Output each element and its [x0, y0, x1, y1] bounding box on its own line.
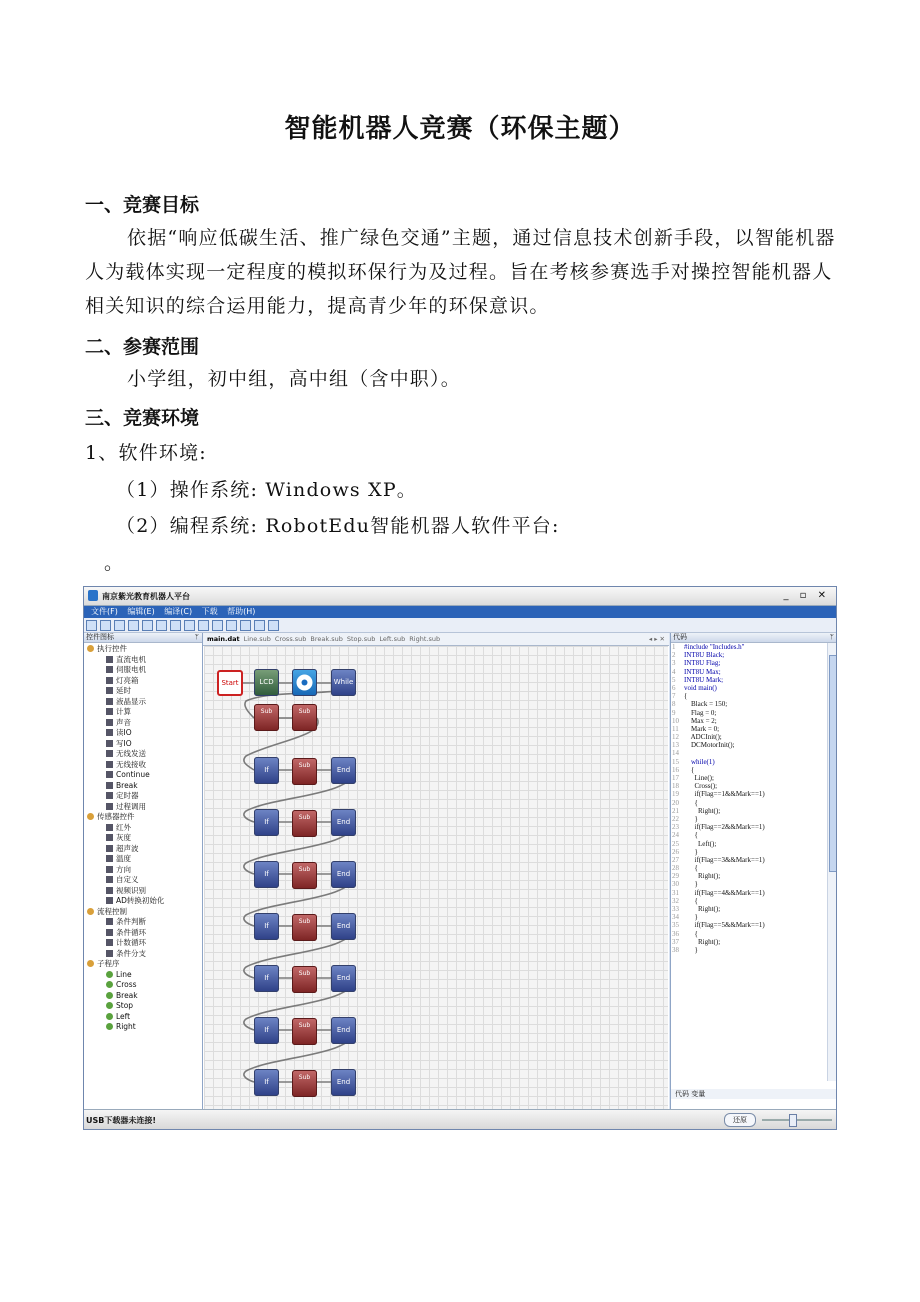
save-icon[interactable]	[114, 620, 125, 631]
code-line: 26 }	[672, 847, 698, 856]
tree-item-label: Cross	[116, 980, 137, 989]
control-icon	[106, 1002, 113, 1009]
tree-item-label: 红外	[116, 822, 131, 832]
control-icon	[106, 782, 113, 789]
restore-button[interactable]: 还原	[724, 1113, 756, 1127]
control-icon	[106, 656, 113, 663]
file-tabs	[203, 633, 669, 646]
file-tab[interactable]: main.dat	[207, 635, 240, 643]
tree-item-label: 灰度	[116, 833, 131, 842]
tree-item[interactable]	[84, 949, 202, 960]
tree-item-label: Stop	[116, 1001, 134, 1010]
tree-item[interactable]	[84, 917, 202, 928]
tree-item-label: 灯亮箱	[116, 675, 139, 685]
code-line: 16 {	[672, 765, 695, 774]
control-icon	[106, 939, 113, 946]
code-scrollbar[interactable]	[827, 643, 837, 1081]
code-line: 38 }	[672, 945, 698, 954]
control-icon	[106, 740, 113, 747]
code-line: 12 ADCInit();	[672, 733, 722, 742]
code-line: 36 {	[672, 929, 698, 938]
tree-item-label: 超声波	[116, 843, 139, 853]
control-icon	[106, 929, 113, 936]
control-icon	[106, 824, 113, 831]
code-line: 15 while(1)	[672, 757, 715, 766]
os-line: （1）操作系统: Windows XP。	[116, 479, 418, 501]
code-line: 35 if(Flag==5&&Mark==1)	[672, 921, 765, 930]
section-heading-scope: 二、参赛范围	[85, 336, 200, 358]
control-icon	[106, 834, 113, 841]
code-line: 11 Mark = 0;	[672, 724, 720, 733]
code-line: 13 DCMotorInit();	[672, 741, 735, 750]
code-line: 20 {	[672, 798, 698, 807]
end-block[interactable]: End	[331, 861, 356, 888]
control-icon	[106, 729, 113, 736]
code-line: 1 #include "Includes.h"	[672, 643, 745, 651]
sub-block[interactable]: Sub	[292, 966, 317, 993]
control-tree	[84, 643, 202, 1033]
document-title: 智能机器人竞赛（环保主题）	[284, 114, 636, 144]
control-icon	[106, 666, 113, 673]
code-view[interactable]	[671, 643, 827, 1081]
tree-item-label: AD转换初始化	[116, 896, 165, 905]
sub-block[interactable]: Sub	[292, 810, 317, 837]
menu-edit[interactable]: 编辑(E)	[127, 607, 155, 616]
left-pane-header: 控件图标 ᛘ	[84, 633, 202, 643]
if-block[interactable]: If	[254, 757, 279, 784]
tree-item-label: Break	[116, 780, 138, 790]
tree-item[interactable]	[84, 991, 202, 1002]
tree-item[interactable]	[84, 1001, 202, 1012]
folder-icon	[87, 908, 94, 915]
folder-icon	[87, 645, 94, 652]
control-icon	[106, 761, 113, 768]
control-icon	[106, 876, 113, 883]
if-block[interactable]: If	[254, 1017, 279, 1044]
control-icon	[106, 687, 113, 694]
sub-block[interactable]: Sub	[292, 862, 317, 889]
code-pane	[670, 633, 837, 1109]
file-tab[interactable]: Left.sub	[379, 635, 406, 643]
control-icon	[106, 918, 113, 925]
code-line: 21 Right();	[672, 806, 721, 815]
pin-icon[interactable]: ᛘ	[829, 633, 834, 641]
tree-item-label: 条件判断	[116, 917, 146, 926]
code-line: 10 Max = 2;	[672, 716, 717, 725]
section-scope-text: 小学组，初中组，高中组（含中职）。	[127, 368, 461, 390]
tree-item[interactable]	[84, 886, 202, 897]
code-line: 3 INT8U Flag;	[672, 659, 721, 668]
tree-item[interactable]	[84, 970, 202, 981]
tree-item[interactable]	[84, 676, 202, 687]
tree-item[interactable]	[84, 781, 202, 792]
control-icon	[106, 855, 113, 862]
control-icon	[106, 708, 113, 715]
code-line: 19 if(Flag==1&&Mark==1)	[672, 790, 765, 799]
build-icon[interactable]	[212, 620, 223, 631]
code-line: 30 }	[672, 880, 698, 889]
control-icon	[106, 1023, 113, 1030]
code-tabs[interactable]: 代码 变量	[671, 1089, 837, 1099]
control-icon-pane	[84, 633, 203, 1109]
tree-item-label: 直流电机	[116, 654, 146, 664]
tree-item[interactable]	[84, 1022, 202, 1033]
tree-group[interactable]	[84, 644, 202, 655]
code-line: 7 {	[672, 692, 688, 701]
code-pane-header: 代码 ᛘ	[671, 633, 837, 643]
code-line: 27 if(Flag==3&&Mark==1)	[672, 855, 765, 864]
control-icon	[106, 771, 113, 778]
tree-item[interactable]	[84, 833, 202, 844]
tree-item[interactable]	[84, 865, 202, 876]
code-line: 29 Right();	[672, 872, 721, 881]
code-line: 33 Right();	[672, 905, 721, 913]
control-icon	[106, 981, 113, 988]
code-line: 22 }	[672, 814, 698, 823]
tree-item[interactable]	[84, 823, 202, 834]
sub-block[interactable]: Sub	[292, 914, 317, 941]
tree-item-label: 传感器控件	[97, 812, 135, 821]
download-icon[interactable]	[226, 620, 237, 631]
end-block[interactable]: End	[331, 757, 356, 784]
software-screenshot	[83, 586, 837, 1130]
control-icon	[106, 698, 113, 705]
pin-icon[interactable]: ᛘ	[194, 633, 199, 641]
sub-block[interactable]: Sub	[292, 704, 317, 731]
control-icon	[106, 897, 113, 904]
tree-item-label: Continue	[116, 770, 150, 779]
section-heading-environment: 三、竞赛环境	[85, 407, 200, 429]
code-line: 9 Flag = 0;	[672, 708, 717, 717]
code-line: 23 if(Flag==2&&Mark==1)	[672, 823, 765, 832]
save-all-icon[interactable]	[128, 620, 139, 631]
end-block[interactable]: End	[331, 809, 356, 836]
tree-group[interactable]	[84, 959, 202, 970]
settings-icon[interactable]	[254, 620, 265, 631]
code-line: 24 {	[672, 831, 698, 840]
tree-item[interactable]	[84, 928, 202, 939]
code-line: 25 Left();	[672, 839, 717, 848]
control-icon	[106, 1013, 113, 1020]
tree-item-label: 液晶显示	[116, 696, 146, 706]
control-icon	[106, 992, 113, 999]
tree-item-label: 执行控件	[97, 644, 127, 653]
end-block[interactable]: End	[331, 1017, 356, 1044]
code-line: 8 Black = 150;	[672, 700, 728, 709]
tree-item-label: 伺服电机	[116, 665, 146, 674]
tree-item[interactable]	[84, 854, 202, 865]
flow-grid[interactable]	[204, 646, 668, 1109]
file-tab[interactable]: Right.sub	[409, 635, 441, 643]
tree-item-label: 计算	[116, 707, 131, 716]
tree-item-label: Left	[116, 1011, 131, 1021]
control-icon	[106, 845, 113, 852]
if-block[interactable]: If	[254, 965, 279, 992]
delete-icon[interactable]	[184, 620, 195, 631]
code-line: 17 Line();	[672, 774, 714, 782]
tree-group[interactable]	[84, 812, 202, 823]
window-controls[interactable]: _ ▫ ✕	[783, 590, 830, 601]
code-line: 18 Cross();	[672, 782, 718, 791]
menu-download[interactable]: 下载	[201, 607, 218, 616]
code-line: 4 INT8U Max;	[672, 667, 721, 676]
tree-item[interactable]	[84, 791, 202, 802]
control-icon	[106, 887, 113, 894]
window-title: 南京紫光教育机器人平台	[102, 592, 190, 601]
tree-item-label: Right	[116, 1022, 136, 1031]
folder-icon	[87, 813, 94, 820]
tree-item-label: 过程调用	[116, 801, 146, 811]
tree-item[interactable]	[84, 875, 202, 886]
control-icon	[106, 792, 113, 799]
if-block[interactable]: If	[254, 861, 279, 888]
sub-block[interactable]: Sub	[292, 758, 317, 785]
control-icon	[106, 803, 113, 810]
toolbar	[84, 618, 836, 633]
code-line: 34 }	[672, 913, 698, 922]
tree-item[interactable]	[84, 728, 202, 739]
gear-icon	[292, 669, 317, 696]
programming-system-line: （2）编程系统: RobotEdu智能机器人软件平台:	[116, 515, 560, 537]
tree-item-label: 条件循环	[116, 927, 146, 937]
zoom-slider-knob[interactable]	[789, 1114, 797, 1127]
file-tab[interactable]: Line.sub	[243, 635, 271, 643]
end-block[interactable]: End	[331, 965, 356, 992]
end-block[interactable]: End	[331, 1069, 356, 1096]
control-icon	[106, 866, 113, 873]
section-goal-text: 依据“响应低碳生活、推广绿色交通”主题，通过信息技术创新手段，以智能机器人为载体实现一定程度的模拟环保行为及过程。旨在考核参赛选手对操控智能机器人相关知识的综合运用能力，提高青少年的环保意识。	[85, 227, 836, 317]
tree-item[interactable]	[84, 802, 202, 813]
tree-item[interactable]	[84, 686, 202, 697]
cut-icon[interactable]	[240, 620, 251, 631]
code-line: 31 if(Flag==4&&Mark==1)	[672, 888, 765, 897]
tree-item[interactable]	[84, 707, 202, 718]
window-titlebar	[84, 587, 836, 606]
flowchart-editor[interactable]	[203, 633, 669, 1109]
tree-item-label: 读IO	[116, 728, 132, 737]
tree-item-label: 视频识别	[116, 885, 146, 895]
sub-block[interactable]: Sub	[292, 1018, 317, 1045]
menu-help[interactable]: 帮助(H)	[227, 607, 256, 616]
section-heading-goal: 一、竞赛目标	[85, 194, 200, 216]
tree-item[interactable]	[84, 749, 202, 760]
tree-item-label: 条件分支	[116, 948, 146, 958]
control-icon	[106, 719, 113, 726]
tree-item-label: 方向	[116, 864, 131, 874]
status-message: USB下载器未连接!	[86, 1116, 157, 1125]
app-icon	[88, 590, 98, 601]
tree-item-label: 定时器	[116, 791, 139, 800]
menu-compile[interactable]: 编译(C)	[164, 607, 193, 616]
tree-item[interactable]	[84, 1012, 202, 1023]
code-line: 28 {	[672, 864, 698, 873]
help-icon[interactable]	[268, 620, 279, 631]
code-line: 37 Right();	[672, 937, 721, 946]
tree-item[interactable]	[84, 980, 202, 991]
software-env-label: 1、软件环境:	[85, 442, 207, 464]
control-icon	[106, 971, 113, 978]
tree-item[interactable]	[84, 770, 202, 781]
zoom-icon[interactable]	[142, 620, 153, 631]
grid-icon[interactable]	[170, 620, 181, 631]
code-line: 14	[672, 749, 679, 758]
tree-item[interactable]	[84, 844, 202, 855]
if-block[interactable]: If	[254, 809, 279, 836]
trailing-period: 。	[104, 552, 125, 574]
code-line: 6 void main()	[672, 683, 717, 692]
tree-item-label: 无线接收	[116, 759, 146, 769]
tab-nav[interactable]: ◂ ▸ ✕	[648, 635, 665, 643]
loop-gear-block[interactable]	[292, 669, 317, 696]
tree-item-label: 流程控制	[97, 906, 127, 916]
sub-block[interactable]: Sub	[254, 704, 279, 731]
tree-item-label: 写IO	[116, 738, 132, 748]
file-tab[interactable]: Break.sub	[310, 635, 343, 643]
control-icon	[106, 677, 113, 684]
code-line: 2 INT8U Black;	[672, 651, 725, 660]
tree-item-label: 无线发送	[116, 749, 146, 758]
tree-group[interactable]	[84, 907, 202, 918]
menu-file[interactable]: 文件(F)	[91, 607, 118, 616]
if-block[interactable]: If	[254, 1069, 279, 1096]
while-block[interactable]: While	[331, 669, 356, 696]
folder-icon	[87, 960, 94, 967]
sub-block[interactable]: Sub	[292, 1070, 317, 1097]
file-tab[interactable]: Stop.sub	[346, 635, 376, 643]
tree-item-label: Line	[116, 969, 132, 979]
status-bar	[84, 1109, 836, 1130]
end-block[interactable]: End	[331, 913, 356, 940]
tree-item[interactable]	[84, 665, 202, 676]
tree-item-label: 延时	[116, 686, 131, 695]
menu-bar	[84, 606, 836, 618]
tree-item-label: 温度	[116, 854, 131, 863]
new-icon[interactable]	[86, 620, 97, 631]
control-icon	[106, 950, 113, 957]
start-block[interactable]: Start	[217, 670, 243, 696]
tree-item-label: 计数循环	[116, 938, 146, 947]
zoom-slider[interactable]	[762, 1119, 832, 1121]
open-icon[interactable]	[100, 620, 111, 631]
align-icon[interactable]	[156, 620, 167, 631]
code-line: 32 {	[672, 896, 698, 905]
tree-item[interactable]	[84, 655, 202, 666]
tree-item-label: 声音	[116, 717, 131, 727]
tree-item[interactable]	[84, 739, 202, 750]
tree-item-label: 子程序	[97, 959, 120, 968]
tree-item-label: Break	[116, 990, 138, 1000]
compile-icon[interactable]	[198, 620, 209, 631]
lcd-block[interactable]: LCD	[254, 669, 279, 696]
tree-item[interactable]	[84, 697, 202, 708]
if-block[interactable]: If	[254, 913, 279, 940]
file-tab[interactable]: Cross.sub	[274, 635, 307, 643]
code-line: 5 INT8U Mark;	[672, 675, 724, 684]
tree-item[interactable]	[84, 938, 202, 949]
tree-item[interactable]	[84, 718, 202, 729]
tree-item[interactable]	[84, 760, 202, 771]
tree-item-label: 自定义	[116, 875, 139, 884]
tree-item[interactable]	[84, 896, 202, 907]
control-icon	[106, 750, 113, 757]
